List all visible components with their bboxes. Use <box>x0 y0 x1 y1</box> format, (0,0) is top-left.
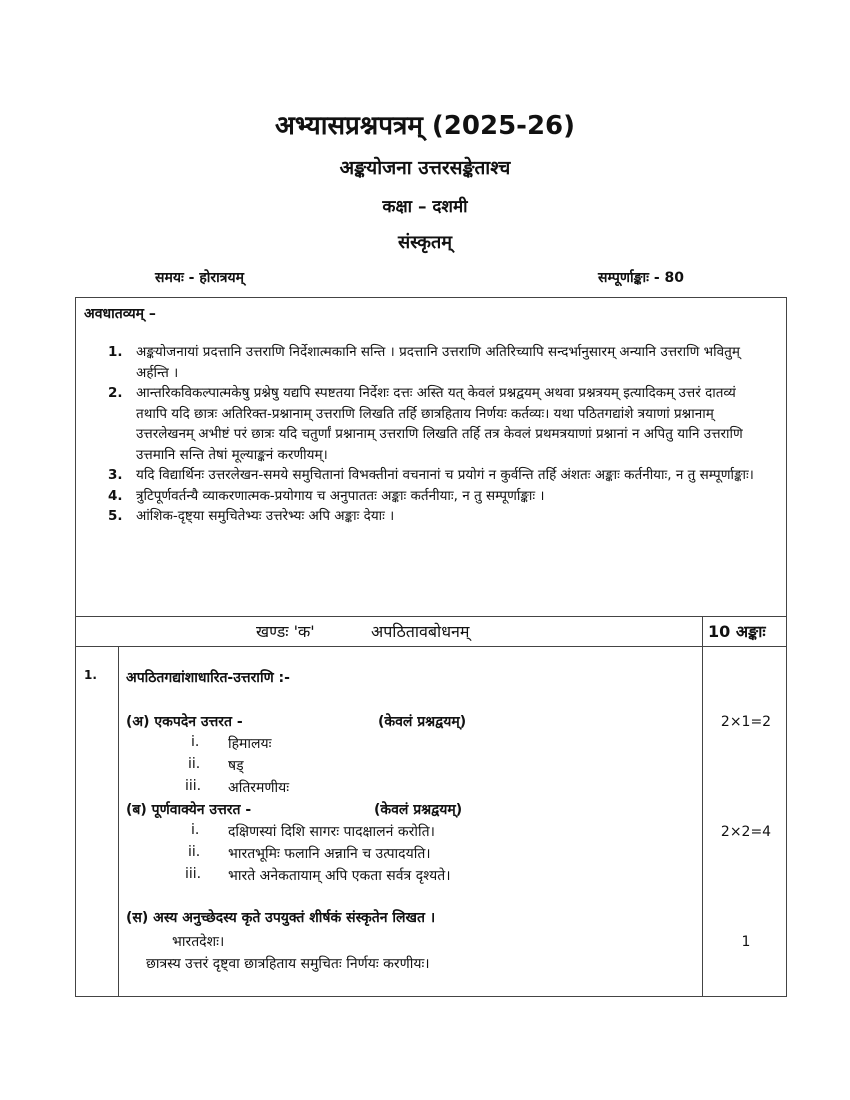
section-marks: 10 अङ्काः <box>708 622 766 641</box>
part-a-label: (अ) एकपदेन उत्तरत - <box>126 714 243 730</box>
question-row <box>76 646 786 996</box>
answer-number: i. <box>191 822 200 838</box>
part-b-marks: 2×2=4 <box>720 824 772 840</box>
part-c-answer: भारतदेशः। <box>172 934 225 950</box>
section-name: खण्डः 'क' <box>256 622 315 641</box>
part-c-note: छात्रस्य उत्तरं दृष्ट्वा छात्रहिताय समुचितः निर्णयः करणीयः। <box>146 956 430 972</box>
part-b-note: (केवलं प्रश्नद्वयम्) <box>374 802 463 818</box>
answer-text: भारते अनेकतायाम् अपि एकता सर्वत्र दृश्यते। <box>228 868 451 884</box>
class-label: कक्षा – दशमी <box>382 197 468 217</box>
note-number: 1. <box>108 344 123 360</box>
answer-number: i. <box>191 734 200 750</box>
note-item <box>108 506 768 527</box>
note-number: 3. <box>108 467 123 483</box>
notes-section <box>76 298 786 617</box>
note-text: त्रुटिपूर्णवर्तन्यै व्याकरणात्मक-प्रयोगाय च अनुपाततः अङ्काः कर्तनीयाः, न तु सम्पूर्णाङ्काः । <box>136 487 545 504</box>
note-number: 4. <box>108 487 123 504</box>
total-marks-label: सम्पूर्णाङ्काः - 80 <box>598 270 684 286</box>
note-number: 5. <box>108 508 123 524</box>
question-title: अपठितगद्यांशाधारित-उत्तराणि :- <box>126 670 290 686</box>
note-item <box>108 342 768 383</box>
notes-title: अवधातव्यम् – <box>84 306 156 322</box>
answer-number: ii. <box>188 756 201 772</box>
note-text: अङ्कयोजनायां प्रदत्तानि उत्तराणि निर्देशात्मकानि सन्ति । प्रदत्तानि उत्तराणि अतिरिच्यापि सन्दर्भानुसारम् अन्यानि उत्तराणि भवितुम् अर्हन्ति । <box>136 344 740 381</box>
part-c-marks: 1 <box>741 934 751 950</box>
answer-text: हिमालयः <box>228 736 272 752</box>
note-number: 2. <box>108 385 123 401</box>
section-header-row <box>76 616 786 647</box>
part-a-note: (केवलं प्रश्नद्वयम्) <box>378 714 467 730</box>
answer-text: दक्षिणस्यां दिशि सागरः पादक्षालनं करोति। <box>228 824 435 840</box>
note-text: आंशिक-दृष्ट्या समुचितेभ्यः उत्तरेभ्यः अपि अङ्काः देयाः । <box>136 508 395 524</box>
note-text: यदि विद्यार्थिनः उत्तरलेखन-समये समुचितानां विभक्तीनां वचनानां च प्रयोगं न कुर्वन्ति तर्हि अंशतः अङ्काः कर्तनीयाः, न तु सम्पूर्णाङ्काः। <box>136 467 754 483</box>
part-c-label: (स) अस्य अनुच्छेदस्य कृते उपयुक्तं शीर्षकं संस्कृतेन लिखत । <box>126 910 436 926</box>
note-item <box>108 383 768 465</box>
page-subtitle: अङ्कयोजना उत्तरसङ्केताश्च <box>339 157 511 179</box>
page-title: अभ्यासप्रश्नपत्रम् (2025-26) <box>274 111 576 141</box>
question-number: 1. <box>84 668 97 682</box>
answer-text: भारतभूमिः फलानि अन्नानि च उत्पादयति। <box>228 846 431 862</box>
answer-number: iii. <box>185 866 202 882</box>
note-item <box>108 486 768 507</box>
note-item <box>108 465 768 486</box>
answer-number: iii. <box>185 778 202 794</box>
part-a-marks: 2×1=2 <box>720 714 772 730</box>
marking-scheme-table <box>75 297 787 997</box>
answer-number: ii. <box>188 844 201 860</box>
notes-list <box>108 342 768 527</box>
time-label: समयः - होरात्रयम् <box>155 270 244 286</box>
subject-label: संस्कृतम् <box>397 232 453 253</box>
section-title: अपठितावबोधनम् <box>371 622 470 641</box>
note-text: आन्तरिकविकल्पात्मकेषु प्रश्नेषु यद्यपि स्पष्टतया निर्देशः दत्तः अस्ति यत् केवलं प्रश्नद्वयम् अथवा प्रश्नत्रयम् इत्यादिकम् उत्तरं दातव्यं तथापि यदि छात्रः अतिरिक्त-प्रश्नानाम् उत्तराणि लिखति तर्हि छात्रहिताय निर्णयः कर्तव्यः। यथा पठितगद्यांशे त्रयाणां प्रश्नानाम् उत्तरलेखनम् अभीष्टं परं छात्रः यदि चतुर्णां प्रश्नानाम् उत्तराणि लिखति तर्हि तत्र केवलं प्रथमत्रयाणां प्रश्नानां न अपितु यानि उत्तराणि उत्तमानि सन्ति तेषां मूल्याङ्कनं करणीयम्। <box>136 385 743 463</box>
answer-text: अतिरमणीयः <box>228 780 290 796</box>
answer-text: षड् <box>228 758 244 774</box>
part-b-label: (ब) पूर्णवाक्येन उत्तरत - <box>126 802 252 818</box>
